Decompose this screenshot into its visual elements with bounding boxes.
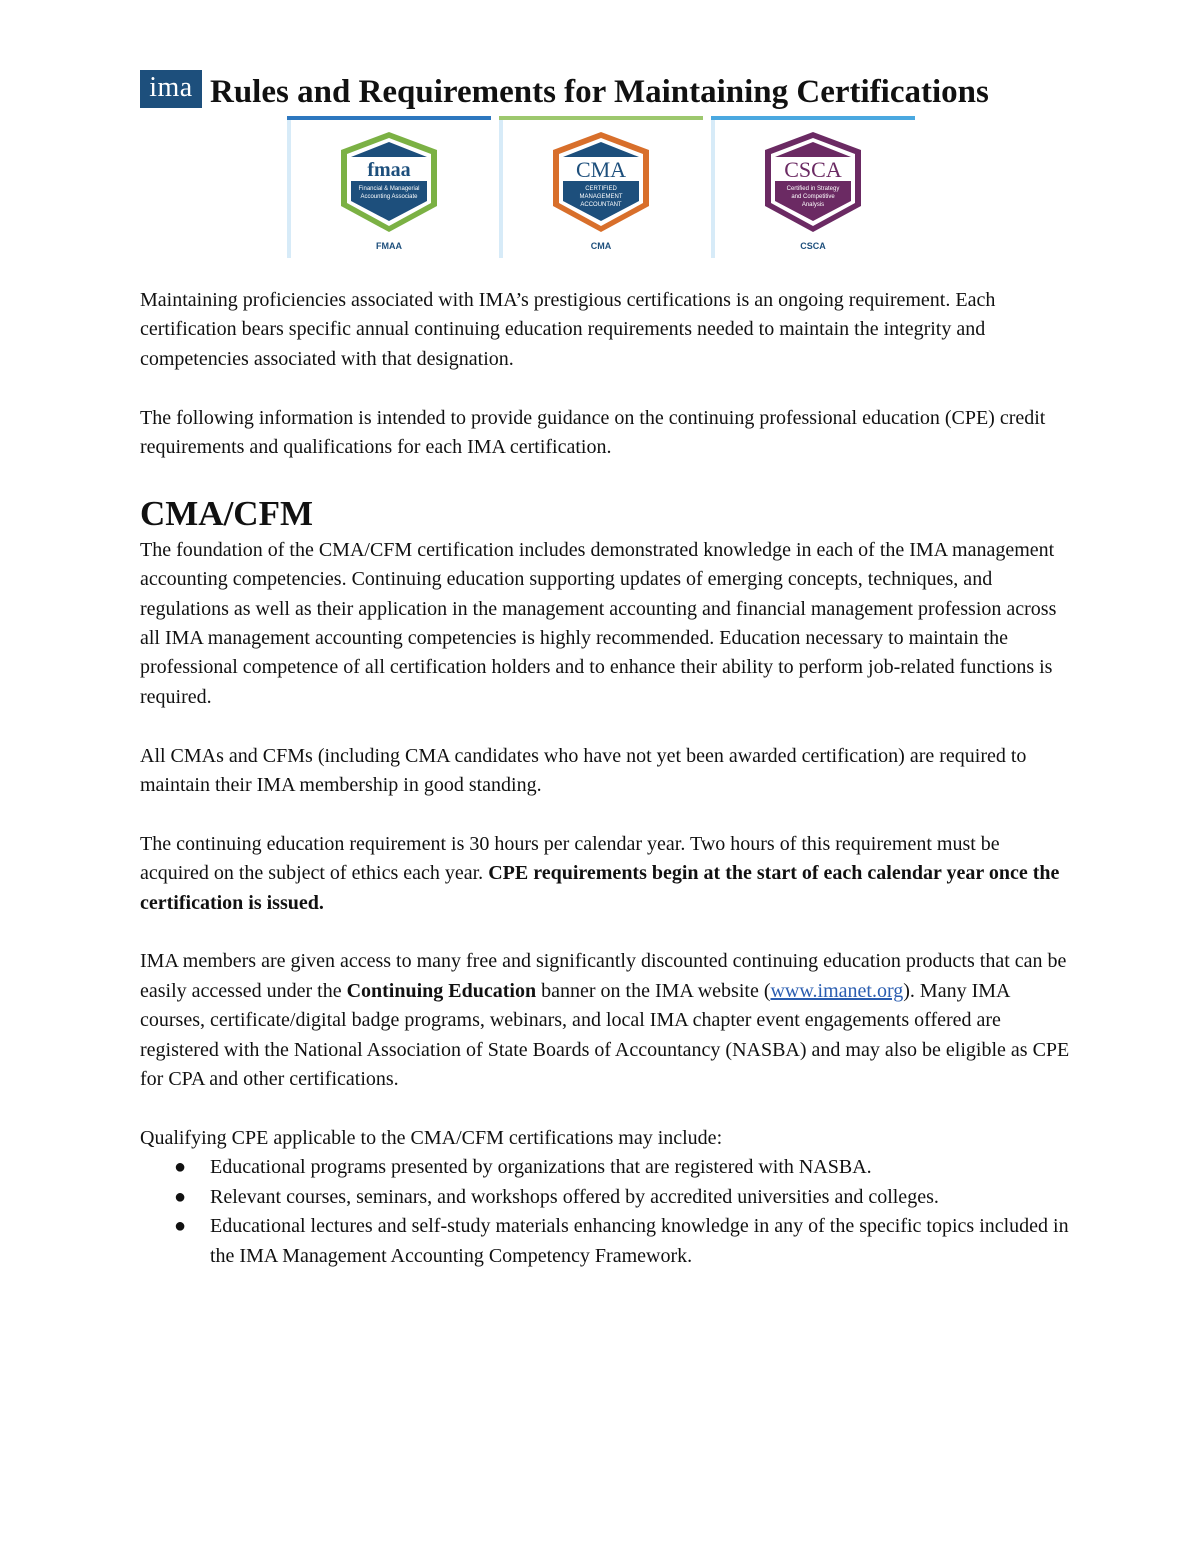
csca-badge-subtitle-3: Analysis (801, 202, 825, 208)
cma-badge-subtitle-3: ACCOUNTANT (580, 202, 622, 208)
fmaa-badge-subtitle-2: Accounting Associate (360, 194, 418, 200)
nasba-text: ). Many IMA courses, certificate/digital badge programs, webinars, and local IMA chapter event engagements offered are registered with the National Association of State Boards of Accountancy (NASBA) and may also be eligible as CPE for CPA and other certifications. (140, 979, 1070, 1091)
intro-paragraph-1: Maintaining proficiencies associated with IMA’s prestigious certifications is an ongoing requirement. Each certification bears specific annual continuing education requirements needed to maintain the integrity and competencies associated with that designation. (140, 289, 996, 370)
header (140, 70, 1060, 120)
cpe-hours-text: The continuing education requirement is 30 hours per calendar year. Two hours of this requirement must be acquired on the subject of ethics each year. (140, 832, 1000, 885)
member-access-text: IMA members are given access to many free and significantly discounted continuing education products that can be easily accessed under the (140, 950, 1067, 1002)
page-title: Rules and Requirements for Maintaining Certifications (210, 74, 989, 110)
cpe-start-requirement: CPE requirements begin at the start of each calendar year once the certification is issued. (140, 862, 1060, 914)
list-item-text: Relevant courses, seminars, and workshops offered by accredited universities and colleges. (210, 1185, 939, 1208)
list-item (174, 1183, 1070, 1212)
cma-badge-subtitle-2: MANAGEMENT (579, 194, 623, 200)
bullet-icon: ● (174, 1185, 187, 1208)
fmaa-badge-icon (329, 128, 449, 238)
cma-badge-panel (499, 116, 703, 258)
cma-paragraph-3 (140, 830, 1070, 918)
bullet-icon: ● (174, 1156, 187, 1179)
csca-badge-title: CSCA (784, 157, 842, 182)
fmaa-badge-panel (287, 116, 491, 258)
cma-badge-subtitle-1: CERTIFIED (585, 186, 617, 192)
page-header (140, 70, 1060, 120)
bullet-icon: ● (174, 1215, 187, 1238)
panel-divider (499, 116, 703, 120)
csca-badge-subtitle-1: Certified in Strategy (786, 186, 840, 192)
ima-logo: ima (140, 70, 202, 108)
cma-paragraph-1: The foundation of the CMA/CFM certification includes demonstrated knowledge in each of the IMA management accounting competencies. Continuing education supporting updates of emerging concepts, techniques, and regulations as well as their application in the management accounting and financial management profession across all IMA management accounting competencies is highly recommended. Education necessary to maintain the professional competence of all certification holders and to enhance their ability to perform job-related functions is required. (140, 538, 1057, 708)
list-item (174, 1153, 1070, 1182)
cma-paragraph-5: Qualifying CPE applicable to the CMA/CFM certifications may include: (140, 1126, 723, 1149)
imanet-link[interactable]: www.imanet.org (770, 979, 904, 1002)
qualifying-cpe-list (140, 1153, 1070, 1271)
csca-badge-panel (711, 116, 915, 258)
list-item (174, 1212, 1070, 1271)
cma-paragraph-4 (140, 947, 1070, 1094)
panel-side-rule (287, 120, 291, 258)
cma-badge-icon (541, 128, 661, 238)
intro-paragraph-2: The following information is intended to provide guidance on the continuing professional education (CPE) credit requirements and qualifications for each IMA certification. (140, 406, 1046, 459)
list-item-text: Educational lectures and self-study materials enhancing knowledge in any of the specific topics included in the IMA Management Accounting Competency Framework. (210, 1215, 1069, 1267)
certification-badges (287, 116, 915, 258)
csca-badge-caption: CSCA (800, 241, 826, 251)
panel-side-rule (499, 120, 503, 258)
continuing-education-label: Continuing Education (346, 979, 537, 1002)
fmaa-badge-title: fmaa (367, 159, 411, 181)
fmaa-badge-subtitle-1: Financial & Managerial (358, 186, 420, 192)
panel-divider (287, 116, 491, 120)
panel-divider (711, 116, 915, 120)
cma-badge-caption: CMA (590, 241, 612, 251)
panel-side-rule (711, 120, 715, 258)
section-heading-cma-cfm: CMA/CFM (140, 493, 314, 533)
fmaa-badge-caption: FMAA (376, 241, 402, 251)
csca-badge-icon (753, 128, 873, 238)
list-item-text: Educational programs presented by organizations that are registered with NASBA. (210, 1156, 872, 1179)
website-text: banner on the IMA website ( (536, 979, 771, 1002)
document-body (140, 286, 1070, 1271)
cma-paragraph-2: All CMAs and CFMs (including CMA candidates who have not yet been awarded certification) are required to maintain their IMA membership in good standing. (140, 744, 1027, 797)
csca-badge-subtitle-2: and Competitive (791, 194, 835, 200)
cma-badge-title: CMA (575, 157, 627, 182)
